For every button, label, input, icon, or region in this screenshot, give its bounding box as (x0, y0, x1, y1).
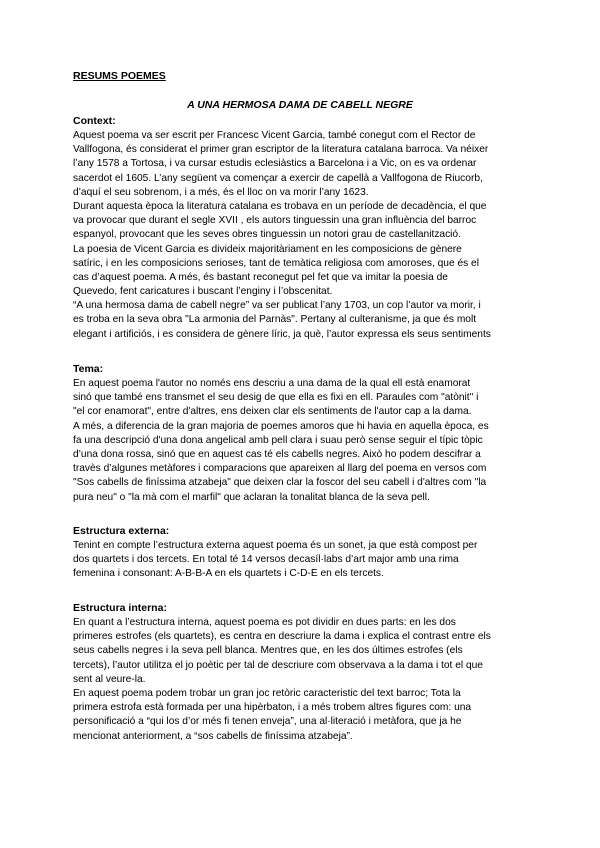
context-line: “A una hermosa dama de cabell negre” va ser publicat l’any 1703, un cop l’autor va morir, i (73, 300, 481, 312)
externa-body (73, 539, 533, 582)
interna-line: personificació a “qui los d’or més fi tenen enveja”, una al·literació i metàfora, que ja he (73, 716, 462, 728)
poem-title: A UNA HERMOSA DAMA DE CABELL NEGRE (187, 99, 413, 111)
document-header: RESUMS POEMES (73, 70, 166, 82)
context-line: elegant i artificiós, i es considera de gènere líric, ja què, l’autor expressa els seus sentiments (73, 328, 491, 340)
context-line: La poesia de Vicent Garcia es divideix majoritàriament en les composicions de gènere (73, 243, 462, 255)
interna-heading: Estructura interna: (73, 602, 167, 614)
interna-line: sent al veure-la. (73, 673, 146, 685)
externa-line: dos quartets i dos tercets. En total té 14 versos decasíl·labs d’art major amb una rima (73, 554, 459, 566)
context-line: Aquest poema va ser escrit per Francesc Vicent Garcia, també conegut com el Rector de (73, 130, 476, 141)
tema-body (73, 377, 533, 505)
context-line: Durant aquesta època la literatura catalana es trobava en un període de decadència, el que (73, 200, 487, 212)
interna-line: seus cabells negres i la seva pell blanca. Mentres que, en les dos últimes estrofes (els (73, 645, 463, 657)
tema-line: En aquest poema l'autor no només ens descriu a una dama de la qual ell està enamorat (73, 378, 471, 389)
tema-line: travès d’algunes metàfores i comparacions que apareixen al llarg del poema en versos com (73, 463, 487, 475)
interna-line: primeres estrofes (els quartets), es centra en descriure la dama i explica el contrast entre els (73, 631, 491, 643)
context-line: Vallfogona, és considerat el primer gran escriptor de la literatura catalana barroca. Va néixer (73, 144, 489, 156)
interna-line: En aquest poema podem trobar un gran joc retòric caracteristic del text barroc; Tota la (73, 687, 461, 699)
externa-heading: Estructura externa: (73, 525, 170, 537)
interna-line: tercets), l’autor utilitza el jo poètic per tal de descriure com observava a la dama i tot el que (73, 659, 483, 671)
context-line: va provocar que durant el segle XVII , els autors tinguessin una gran influència del barroc (73, 215, 477, 227)
tema-heading: Tema: (73, 363, 104, 375)
context-line: sacerdot el 1605. L’any següent va començar a exercir de capellà a Vallfogona de Riucorb, (73, 172, 483, 184)
tema-line: "el cor enamorat", entre d'altres, ens deixen clar els sentiments de l'autor cap a la dama. (73, 406, 472, 418)
context-line: cas d’aquest poema. A més, és bastant reconegut pel fet que va imitar la poesia de (73, 271, 448, 283)
tema-line: "Sos cabells de finíssima atzabeja" que deixen clar la foscor del seu cabell i d'altres com "la (73, 477, 487, 489)
tema-line: pura neu" o "la mà com el marfil" que aclaran la tonalitat blanca de la seva pell. (73, 491, 430, 503)
context-line: satíric, i en les composicions serioses, tant de temàtica religiosa com amoroses, que és el (73, 257, 479, 269)
tema-line: d’una dona rossa, sinó que en aquest cas té els cabells negres. Això ho podem descifrar a (73, 448, 481, 460)
externa-line: Tenint en compte l’estructura externa aquest poema és un sonet, ja que està compost per (73, 540, 478, 551)
interna-line: mencionat anteriorment, a “sos cabells de finíssima atzabeja”. (73, 730, 353, 742)
interna-body (73, 616, 533, 744)
context-body (73, 129, 533, 342)
interna-line: primera estrofa està formada per una hipèrbaton, i a més trobem altres figures com: una (73, 702, 472, 714)
context-line: Quevedo, fent caricatures i buscant l’enginy i l’obscenitat. (73, 286, 333, 298)
tema-line: A més, a diferencia de la gran majoria de poemes amoros que hi havia en aquella època, es (73, 420, 489, 432)
context-line: es troba en la seva obra "La armonia del Parnàs". Pertany al culteranisme, ja que és molt (73, 314, 477, 326)
context-heading: Context: (73, 115, 116, 127)
tema-line: sinó que també ens transmet el seu desig de que ella es fixi en ell. Paraules com "atònit" i (73, 392, 479, 404)
tema-line: fa una descripció d'una dona angelical amb pell clara i suau però sense seguir el típic tòpic (73, 434, 483, 446)
interna-line: En quant a l’estructura interna, aquest poema es pot dividir en dues parts: en les dos (73, 617, 456, 628)
context-line: l’any 1578 a Tortosa, i va cursar estudis eclesiàstics a Barcelona i a Vic, on es va ordenar (73, 158, 477, 170)
externa-line: femenina i consonant: A-B-B-A en els quartets i C-D-E en els tercets. (73, 568, 384, 580)
context-line: d’aquí el seu sobrenom, i a més, és el lloc on va morir l’any 1623. (73, 186, 369, 198)
context-line: espanyol, provocant que les seves obres tinguessin un notori grau de castellanització. (73, 229, 461, 241)
